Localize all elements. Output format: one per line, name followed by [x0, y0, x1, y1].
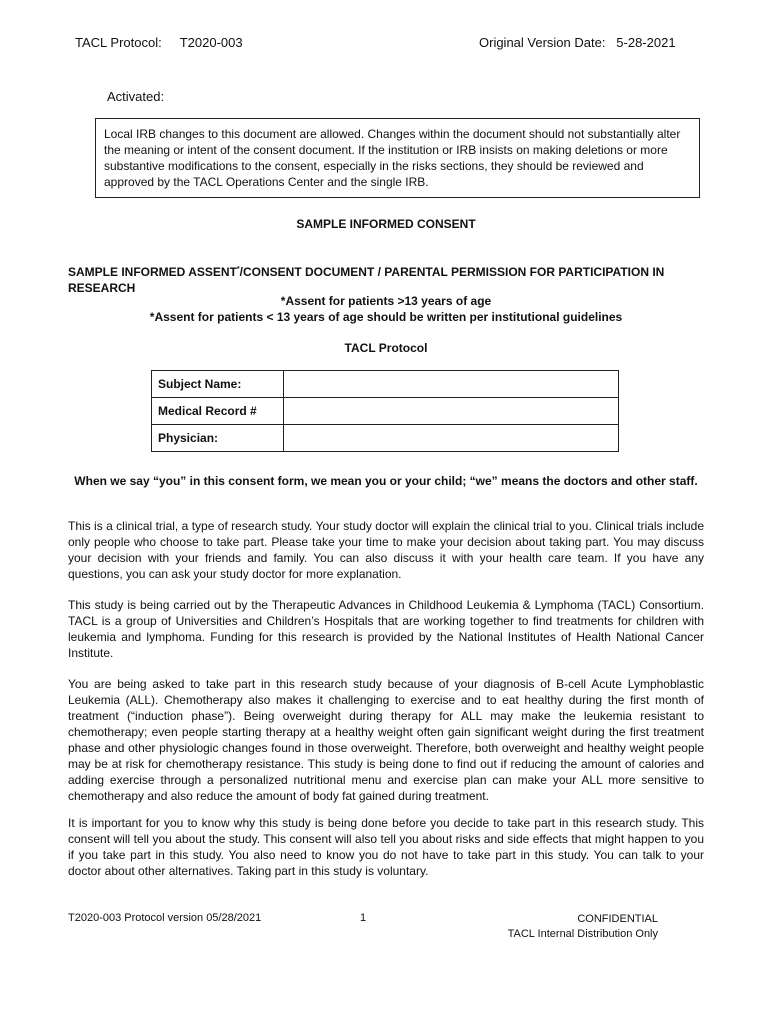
paragraph-study-reason: You are being asked to take part in this research study because of your diagnosis of B-cell Acute Lymphoblastic Leukemia (ALL). Chemotherapy also makes it challenging to exercise and to eat healthy during the first month of treatment (“induction phase”). Being overweight during therapy for ALL may make the leukemia resistant to chemotherapy; even people starting therapy at a healthy weight often gain significant weight during the first treatment phase and other physiologic changes found in those overweight. Therefore, both overweight and healthy weight people may be at risk for chemotherapy resistance. This study is being done to find out if reducing the amount of calories and adding exercise through a personalized nutritional menu and exercise plan can make your ALL more sensitive to chemotherapy and also reduce the amount of body fat gained during treatment. [68, 677, 704, 803]
subject-name-field[interactable] [284, 371, 619, 398]
physician-label: Physician: [152, 425, 284, 452]
sample-informed-consent-title: SAMPLE INFORMED CONSENT [296, 217, 476, 231]
assent-asterisk: * [236, 266, 240, 273]
assent-note-younger: *Assent for patients < 13 years of age should be written per institutional guidelines [149, 310, 623, 324]
table-row [152, 371, 619, 398]
document-title-part1: SAMPLE INFORMED ASSENT [68, 265, 237, 279]
subject-info-table [151, 370, 619, 452]
protocol-label: TACL Protocol: [75, 35, 162, 50]
medical-record-field[interactable] [284, 398, 619, 425]
footer-page-number: 1 [360, 912, 367, 924]
protocol-id: T2020-003 [179, 35, 243, 50]
distribution-label: TACL Internal Distribution Only [507, 928, 658, 940]
footer-protocol-version: T2020-003 Protocol version 05/28/2021 [68, 912, 262, 924]
document-title [68, 262, 708, 296]
confidential-label: CONFIDENTIAL [577, 913, 658, 925]
subject-name-label: Subject Name: [152, 371, 284, 398]
header-protocol [75, 35, 243, 50]
irb-notice-box: Local IRB changes to this document are allowed. Changes within the document should not substantially alter the meaning or intent of the consent document. If the institution or IRB insists on making deletions or more substantive modifications to the consent, especially in the risks sections, they should be reviewed and approved by the TACL Operations Center and the single IRB. [95, 118, 700, 198]
footer-confidential [470, 912, 658, 942]
version-date: Original Version Date: 5-28-2021 [479, 35, 676, 50]
paragraph-tacl-consortium: This study is being carried out by the Therapeutic Advances in Childhood Leukemia & Lymphoma (TACL) Consortium. TACL is a group of Universities and Children’s Hospitals that are working together to find treatments for children with leukemia and lymphoma. Funding for this research is provided by the National Institutes of Health National Cancer Institute. [68, 598, 704, 660]
table-row [152, 425, 619, 452]
protocol-section-title: TACL Protocol [344, 341, 428, 355]
paragraph-clinical-trial: This is a clinical trial, a type of research study. Your study doctor will explain the clinical trial to you. Clinical trials include only people who choose to take part. Please take your time to make your decision about taking part. You may discuss your decision with your friends and family. You can also discuss it with your health care team. If you have any questions, you can ask your study doctor for more explanation. [68, 519, 704, 581]
document-title-part2: /CONSENT DOCUMENT / PARENTAL PERMISSION FOR PARTICIPATION IN RESEARCH [68, 265, 665, 295]
you-we-definition: When we say “you” in this consent form, we mean you or your child; “we” means the doctors and other staff. [74, 474, 698, 488]
physician-field[interactable] [284, 425, 619, 452]
assent-note-older: *Assent for patients >13 years of age [280, 294, 492, 308]
paragraph-voluntary: It is important for you to know why this study is being done before you decide to take part in this research study. This consent will tell you about the study. This consent will also tell you about risks and side effects that might happen to you if you take part in this study. You also need to know you do not have to take part in this study. You can talk to your doctor about other alternatives. Taking part in this study is voluntary. [68, 816, 704, 878]
activated-label: Activated: [107, 89, 165, 104]
table-row [152, 398, 619, 425]
medical-record-label: Medical Record # [152, 398, 284, 425]
